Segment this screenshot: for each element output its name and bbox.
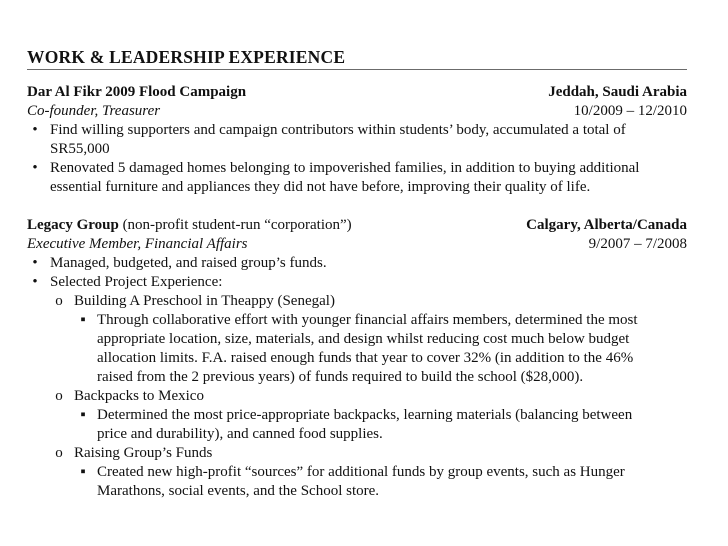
job-1-dates: 10/2009 – 12/2010 — [573, 103, 687, 119]
job-1-role: Co-founder, Treasurer — [27, 103, 161, 119]
bullet-circle: o — [55, 293, 63, 309]
bullet-circle: o — [55, 445, 63, 461]
bullet-square: ▪ — [80, 407, 86, 423]
heading-rule — [27, 69, 687, 70]
job-2-header — [27, 215, 687, 235]
bullet-disc: • — [32, 160, 38, 176]
job-2-org-note: (non-profit student-run “corporation”) — [118, 217, 352, 233]
job-1-org: Dar Al Fikr 2009 Flood Campaign — [27, 84, 247, 100]
bullet-circle: o — [55, 388, 63, 404]
section-heading: WORK & LEADERSHIP EXPERIENCE — [27, 47, 346, 67]
job-1-location: Jeddah, Saudi Arabia — [548, 84, 687, 100]
job-2-org: Legacy Group — [27, 217, 119, 233]
bullet-disc: • — [32, 255, 38, 271]
bullet-disc: • — [32, 122, 38, 138]
bullet-square: ▪ — [80, 464, 86, 480]
job-2-subheader — [27, 234, 687, 254]
job-2-role: Executive Member, Financial Affairs — [27, 236, 248, 252]
job-1-header — [27, 82, 687, 102]
job-2-location: Calgary, Alberta/Canada — [526, 217, 687, 233]
job-2-dates: 9/2007 – 7/2008 — [588, 236, 687, 252]
job-2-org-wrap — [27, 215, 352, 235]
job-1-subheader — [27, 101, 687, 121]
bullet-square: ▪ — [80, 312, 86, 328]
bullet-disc: • — [32, 274, 38, 290]
resume-page: WORK & LEADERSHIP EXPERIENCE Dar Al Fikr 2009 Flood Campaign Jeddah, Saudi Arabia Co-founder, Treasurer 10/2009 – 12/2010 • Find willing supporters and campaign contributors within students’ body, accumulated a total of SR55,000 • Renovated 5 damaged homes belonging to impoverished families, in addition to buying additional essential furniture and appliances they did not have before, improving their quality of life. Legacy Group (non-profit student-run “corporation”) Calgary, Alberta/Canada Executive Member, Financial Affairs 9/2007 – 7/2008 • Managed, budgeted, and raised group’s funds. • Selected Project Experience: o Building A Preschool in Theappy (Senegal) ▪ Through collaborative effort with younger financial affairs members, determined the most appropriate location, size, materials, and design whilst reducing cost much below budget allocation limits. F.A. raised enough funds that year to cover 32% (in addition to the 46% raised from the 2 previous years) of funds required to build the school ($28,000). o Backpacks to Mexico ▪ Determined the most price-appropriate backpacks, learning materials (balancing between price and durability), and canned food supplies. o Raising Group’s Funds ▪ Created new high-profit “sources” for additional funds by group events, such as Hunger Marathons, social events, and the School store. — [27, 47, 687, 499]
